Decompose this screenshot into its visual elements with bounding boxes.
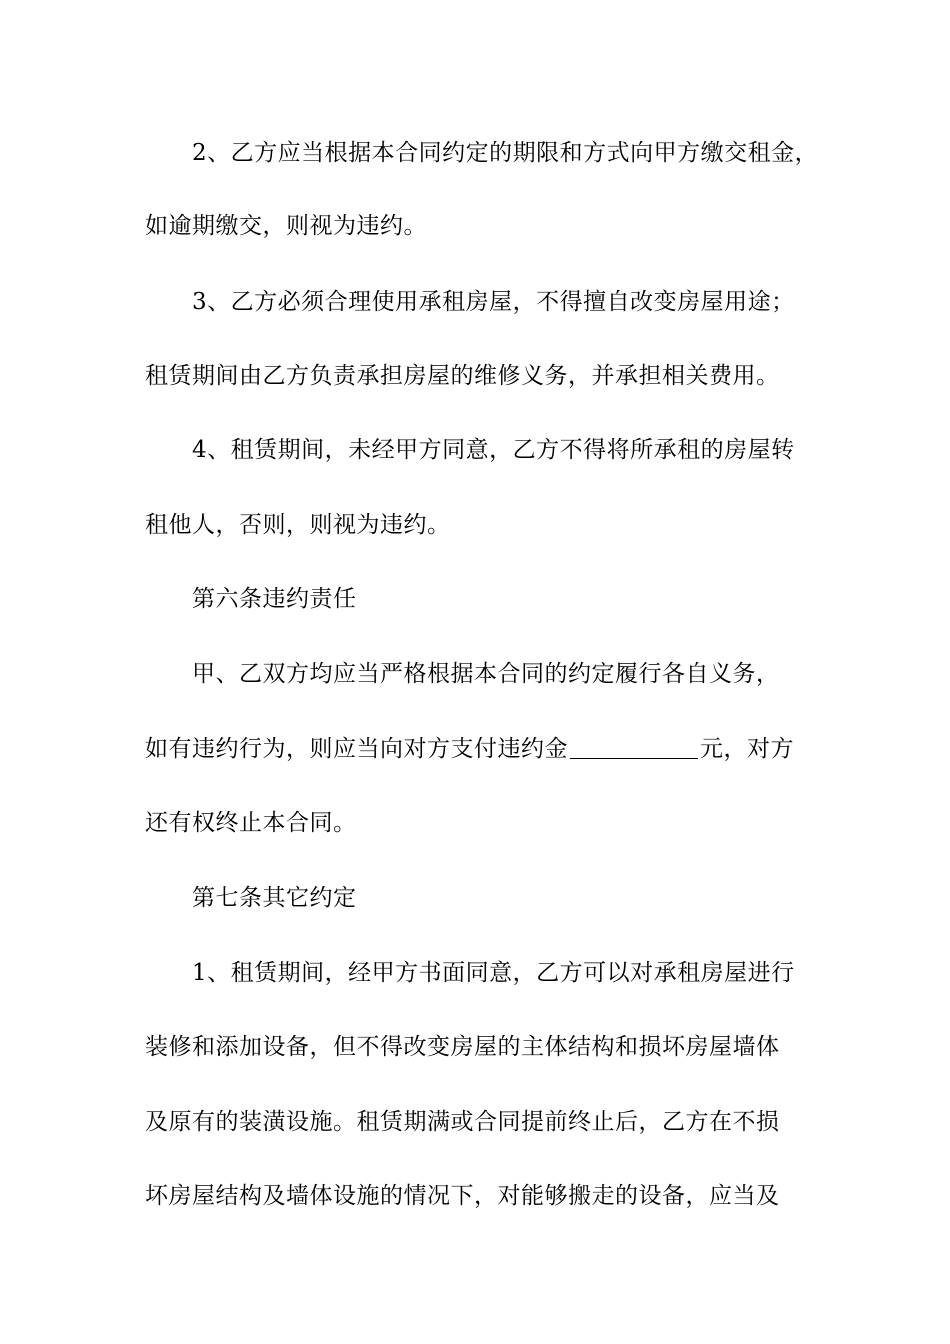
clause-5-item-3-line-1: 3、乙方必须合理使用承租房屋，不得擅自改变房屋用途； <box>192 289 795 315</box>
clause-6-line-2-after: 元，对方 <box>700 736 794 762</box>
section-heading-article-7: 第七条其它约定 <box>192 885 357 911</box>
clause-7-item-1-line-2: 装修和添加设备，但不得改变房屋的主体结构和损坏房屋墙体 <box>145 1034 780 1060</box>
clause-6-line-2-before: 如有违约行为，则应当向对方支付违约金 <box>145 736 568 762</box>
section-heading-article-6: 第六条违约责任 <box>192 586 357 612</box>
clause-5-item-2-line-1: 2、乙方应当根据本合同约定的期限和方式向甲方缴交租金， <box>192 140 819 166</box>
clause-5-item-3-line-2: 租赁期间由乙方负责承担房屋的维修义务，并承担相关费用。 <box>145 363 780 389</box>
clause-6-line-2 <box>145 729 825 769</box>
penalty-amount-blank <box>570 736 698 759</box>
clause-5-item-4-line-1: 4、租赁期间，未经甲方同意，乙方不得将所承租的房屋转 <box>192 437 795 463</box>
clause-5-item-2-line-2: 如逾期缴交，则视为违约。 <box>145 213 427 239</box>
clause-7-item-1-line-3: 及原有的装潢设施。租赁期满或合同提前终止后，乙方在不损 <box>145 1109 780 1135</box>
clause-7-item-1-line-4: 坏房屋结构及墙体设施的情况下，对能够搬走的设备，应当及 <box>145 1183 780 1209</box>
clause-5-item-4-line-2: 租他人，否则，则视为违约。 <box>145 512 451 538</box>
clause-6-line-3: 还有权终止本合同。 <box>145 810 357 836</box>
clause-6-line-1: 甲、乙双方均应当严格根据本合同的约定履行各自义务， <box>192 661 780 687</box>
clause-7-item-1-line-1: 1、租赁期间，经甲方书面同意，乙方可以对承租房屋进行 <box>192 960 795 986</box>
